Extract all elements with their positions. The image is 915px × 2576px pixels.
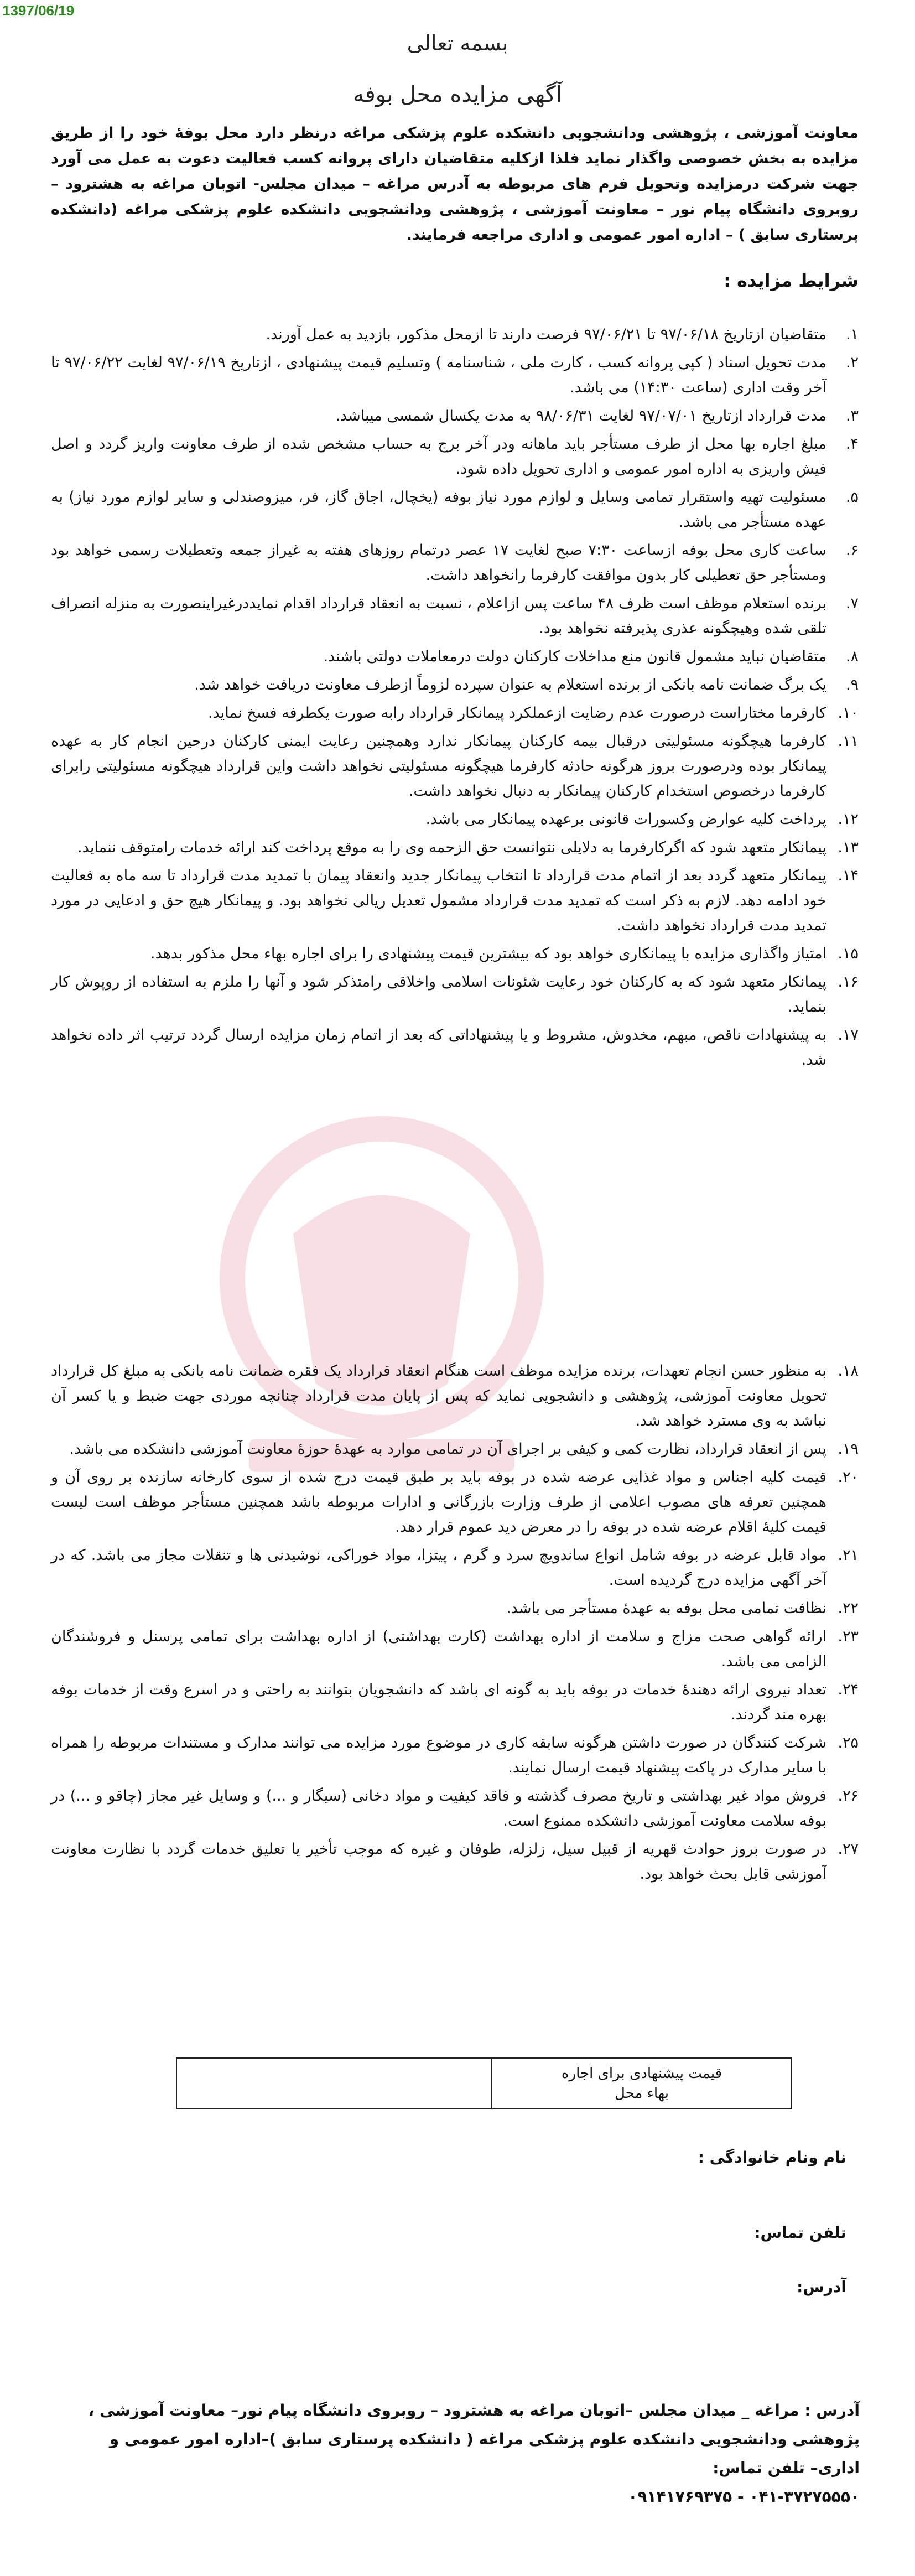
condition-item: [51, 1784, 859, 1833]
heading-bismillah: بسمه تعالی: [407, 31, 508, 55]
condition-item: [51, 835, 859, 860]
condition-number: ۲۰.: [838, 1469, 859, 1486]
condition-item: [51, 322, 859, 347]
condition-text: پیمانکار متعهد شود که به کارکنان خود رعایت شئونات اسلامی واخلاقی رامتذکر شود و آنها را ملزم به استفاده از روپوش کار بنماید.: [51, 973, 826, 1015]
condition-number: ۲۵.: [838, 1734, 859, 1751]
condition-text: در صورت بروز حوادث قهریه از قبیل سیل، زلزله، طوفان و غیره که موجب تأخیر یا تعلیق خدمات گردد با نظارت معاونت آموزشی قابل بحث خواهد بود.: [51, 1841, 826, 1883]
condition-text: فروش مواد غیر بهداشتی و تاریخ مصرف گذشته و فاقد کیفیت و مواد دخانی (سیگار و ...) و وسایل غیر مجاز (چاقو و ...) در بوفه سلامت معاونت آموزشی دانشکده ممنوع است.: [51, 1787, 826, 1829]
price-offer-table: [176, 2057, 792, 2109]
price-offer-value-field[interactable]: [176, 2058, 492, 2109]
condition-text: کارفرما هیچگونه مسئولیتی درقبال بیمه کارکنان پیمانکار ندارد وهمچنین رعایت ایمنی کارکنان درحین انجام کار به عهده پیمانکار بوده ودرصورت بروز هرگونه حادثه کارفرما هیچگونه مسئولیتی نخواهد داشت واین قرارداد هیچگونه مسئولیتی رابرای کارفرما درخصوص استخدام کارکنان پیمانکار به دنبال نخواهد داشت.: [51, 733, 826, 800]
price-offer-label: [492, 2058, 792, 2109]
condition-item: [51, 941, 859, 966]
condition-number: ۱۲.: [838, 811, 859, 828]
condition-text: پیمانکار متعهد شود که اگرکارفرما به دلایلی نتوانست حق الزحمه وی را به موقع پرداخت کند ارائه خدمات رامتوقف ننماید.: [77, 839, 826, 856]
condition-number: ۲۴.: [838, 1681, 859, 1698]
condition-item: [51, 1023, 859, 1072]
condition-text: تعداد نیروی ارائه دهندهٔ خدمات در بوفه باید به گونه ای باشد که دانشجویان بتوانند به راحتی و در اسرع وقت از خدمات بوفه بهره مند گردند.: [51, 1681, 826, 1723]
condition-number: ۵.: [845, 489, 859, 506]
condition-item: [51, 1624, 859, 1674]
condition-number: ۱۵.: [838, 945, 859, 962]
condition-text: ساعت کاری محل بوفه ازساعت ۷:۳۰ صبح لغایت ۱۷ عصر درتمام روزهای هفته به غیراز جمعه وتعطیلات رسمی خواهد بود ومستأجر حق تعطیلی کار بدون موافقت کارفرما رانخواهد داشت.: [51, 542, 826, 584]
condition-number: ۲۳.: [838, 1628, 859, 1645]
condition-text: امتیاز واگذاری مزایده با پیمانکاری خواهد بود که بیشترین قیمت پیشنهادی را برای اجاره بهاء محل مذکور بدهد.: [150, 945, 826, 962]
condition-item: [51, 644, 859, 669]
condition-text: مبلغ اجاره بها محل از طرف مستأجر باید ماهانه ودر آخر برج به حساب مشخص شده از طرف معاونت واریز گردد و اصل فیش واریزی به اداره امور عمومی و اداری تحویل داده شود.: [51, 436, 826, 478]
condition-item: [51, 701, 859, 725]
condition-number: ۱۶.: [838, 973, 859, 991]
condition-number: ۱۳.: [838, 839, 859, 856]
date-stamp: 1397/06/19: [2, 2, 75, 19]
condition-text: پس از انعقاد قرارداد، نظارت کمی و کیفی بر اجرای آن در تمامی موارد به عهدهٔ حوزهٔ معاونت آموزشی دانشکده می باشد.: [69, 1440, 826, 1458]
condition-text: پرداخت کلیه عوارض وکسورات قانونی برعهده پیمانکار می باشد.: [425, 811, 826, 828]
condition-item: [51, 1359, 859, 1433]
condition-text: به منظور حسن انجام تعهدات، برنده مزایده موظف است هنگام انعقاد قرارداد یک فقره ضمانت نامه بانکی به مبلغ کل قرارداد تحویل معاونت آموزشی، پژوهشی و دانشجویی نماید که پس از پایان مدت قرارداد چنانچه موردی جهت ضبط و یا کسر آن نباشد به وی مسترد خواهد شد.: [51, 1362, 826, 1429]
condition-text: مدت تحویل اسناد ( کپی پروانه کسب ، کارت ملی ، شناسنامه ) وتسلیم قیمت پیشنهادی ، ازتاریخ ۹۷/۰۶/۱۹ لغایت ۹۷/۰۶/۲۲ تا آخر وقت اداری (ساعت ۱۴:۳۰) می باشد.: [51, 354, 826, 396]
condition-text: متقاضیان ازتاریخ ۹۷/۰۶/۱۸ تا ۹۷/۰۶/۲۱ فرصت دارند تا ازمحل مذکور، بازدید به عمل آورند.: [266, 326, 826, 343]
condition-text: نظافت تمامی محل بوفه به عهدهٔ مستأجر می باشد.: [506, 1600, 826, 1617]
condition-text: متقاضیان نباید مشمول قانون منع مداخلات کارکنان دولت درمعاملات دولتی باشند.: [323, 648, 826, 665]
condition-number: ۸.: [845, 648, 859, 665]
condition-item: [51, 432, 859, 481]
condition-number: ۴.: [845, 436, 859, 453]
conditions-title: شرایط مزایده :: [724, 270, 859, 291]
footer-contact: [69, 2396, 860, 2511]
condition-number: ۱۰.: [838, 704, 859, 722]
condition-item: [51, 672, 859, 697]
condition-item: [51, 350, 859, 400]
condition-number: ۲۲.: [838, 1600, 859, 1617]
condition-item: [51, 538, 859, 588]
condition-item: [51, 863, 859, 938]
condition-item: [51, 1437, 859, 1461]
address-field-label: آدرس:: [797, 2278, 846, 2296]
condition-number: ۲۷.: [838, 1841, 859, 1858]
condition-item: [51, 1837, 859, 1886]
condition-item: [51, 807, 859, 832]
phone-field-label: تلفن تماس:: [754, 2223, 846, 2242]
condition-item: [51, 591, 859, 641]
condition-item: [51, 729, 859, 804]
condition-text: برنده استعلام موظف است ظرف ۴۸ ساعت پس ازاعلام ، نسبت به انعقاد قرارداد اقدام نمایددرغیراینصورت به منزله انصراف تلقی شده وهیچگونه عذری پذیرفته نخواهد بود.: [51, 595, 826, 637]
condition-number: ۱.: [845, 326, 859, 343]
condition-number: ۳.: [845, 407, 859, 424]
condition-number: ۷.: [845, 595, 859, 612]
condition-number: ۱۹.: [838, 1440, 859, 1458]
page-title: آگهی مزایده محل بوفه: [353, 82, 562, 107]
footer-phones: ۰۹۱۴۱۷۶۹۳۷۵ - ۰۴۱-۳۷۲۷۵۵۵۰: [628, 2487, 860, 2506]
price-offer-label-line2: بهاء محل: [614, 2085, 669, 2102]
name-field-label: نام ونام خانوادگی :: [698, 2148, 846, 2166]
condition-item: [51, 1730, 859, 1780]
condition-number: ۹.: [845, 676, 859, 693]
condition-number: ۱۴.: [838, 867, 859, 884]
intro-paragraph: معاونت آموزشی ، پژوهشی ودانشجویی دانشکده علوم پزشکی مراغه درنظر دارد محل بوفهٔ خود را از طریق مزایده به بخش خصوصی واگذار نماید فلذا ازکلیه متقاضیان دارای پروانه کسب فعالیت دعوت به عمل می آورد جهت شرکت درمزایده وتحویل فرم های مربوطه به آدرس مراغه – میدان مجلس- اتوبان مراغه به هشترود – روبروی دانشگاه پیام نور – معاونت آموزشی ، پژوهشی ودانشجویی دانشکده علوم پزشکی مراغه (دانشکده پرستاری سابق ) – اداره امور عمومی و اداری مراجعه فرمایند.: [51, 125, 859, 243]
footer-address: آدرس : مراغه _ میدان مجلس –اتوبان مراغه به هشترود – روبروی دانشگاه پیام نور– معاونت آموزشی ، پژوهشی ودانشجویی دانشکده علوم پزشکی مراغه ( دانشکده پرستاری سابق )–اداره امور عمومی و اداری– تلفن تماس:: [88, 2401, 860, 2477]
condition-item: [51, 1596, 859, 1621]
condition-number: ۲۱.: [838, 1547, 859, 1564]
condition-text: کارفرما مختاراست درصورت عدم رضایت ازعملکرد پیمانکار قرارداد رابه صورت یکطرفه فسخ نماید.: [207, 704, 826, 722]
condition-item: [51, 403, 859, 428]
condition-number: ۲.: [845, 354, 859, 371]
condition-item: [51, 1677, 859, 1727]
condition-text: قیمت کلیه اجناس و مواد غذایی عرضه شده در بوفه باید بر طبق قیمت درج شده از سوی کارخانه سازنده بر روی آن و همچنین تعرفه های مصوب اعلامی از طرف وزارت بازرگانی و ادارات مربوطه باشد همچنین مستأجر موظف است لیست قیمت کلیهٔ اقلام عرضه شده در بوفه را در معرض دید عموم قرار دهد.: [51, 1469, 826, 1536]
condition-item: [51, 1543, 859, 1593]
condition-text: شرکت کنندگان در صورت داشتن هرگونه سابقه کاری در موضوع مورد مزایده می توانند مدارک و مستندات مربوطه را همراه با سایر مدارک در پاکت پیشنهاد قیمت ارسال نمایند.: [51, 1734, 826, 1776]
price-offer-label-line1: قیمت پیشنهادی برای اجاره: [561, 2065, 722, 2082]
condition-text: مدت قرارداد ازتاریخ ۹۷/۰۷/۰۱ لغایت ۹۸/۰۶/۳۱ به مدت یکسال شمسی میباشد.: [335, 407, 826, 424]
condition-text: یک برگ ضمانت نامه بانکی از برنده استعلام به عنوان سپرده لزوماً ازطرف معاونت دریافت خواهد شد.: [194, 676, 826, 693]
condition-text: ارائه گواهی صحت مزاج و سلامت از اداره بهداشت (کارت بهداشتی) از اداره بهداشت برای تمامی پرسنل و فروشندگان الزامی می باشد.: [51, 1628, 826, 1670]
condition-item: [51, 970, 859, 1019]
condition-item: [51, 1465, 859, 1540]
condition-text: پیمانکار متعهد گردد بعد از اتمام مدت قرارداد تا انتخاب پیمانکار جدید وانعقاد پیمان با تمدید مدت قرارداد تا سه ماه به فعالیت خود ادامه دهد. لازم به ذکر است که تمدید مدت قرارداد مشمول تعدیل ریالی نخواهد بود. و پیمانکار هیچ حق و ادعایی در مورد تمدید مدت قرارداد نخواهد داشت.: [51, 867, 826, 934]
conditions-list-part2: [51, 1359, 859, 1890]
condition-number: ۱۸.: [838, 1362, 859, 1380]
condition-number: ۱۷.: [838, 1027, 859, 1044]
condition-number: ۲۶.: [838, 1787, 859, 1805]
condition-text: مواد قابل عرضه در بوفه شامل انواع ساندویچ سرد و گرم ، پیتزا، مواد خوراکی، نوشیدنی ها و تنقلات مجاز می باشد. که در آخر آگهی مزایده درج گردیده است.: [51, 1547, 826, 1589]
condition-text: مسئولیت تهیه واستقرار تمامی وسایل و لوازم مورد نیاز بوفه (یخچال، اجاق گاز، فر، میزوصندلی و سایر لوازم مورد نیاز) به عهده مستأجر می باشد.: [51, 489, 826, 531]
condition-number: ۱۱.: [838, 733, 859, 750]
condition-text: به پیشنهادات ناقص، مبهم، مخدوش، مشروط و یا پیشنهاداتی که بعد از اتمام زمان مزایده ارسال گردد ترتیب اثر داده نخواهد شد.: [51, 1027, 826, 1069]
condition-item: [51, 485, 859, 535]
conditions-list-part1: [51, 322, 859, 1076]
condition-number: ۶.: [845, 542, 859, 559]
